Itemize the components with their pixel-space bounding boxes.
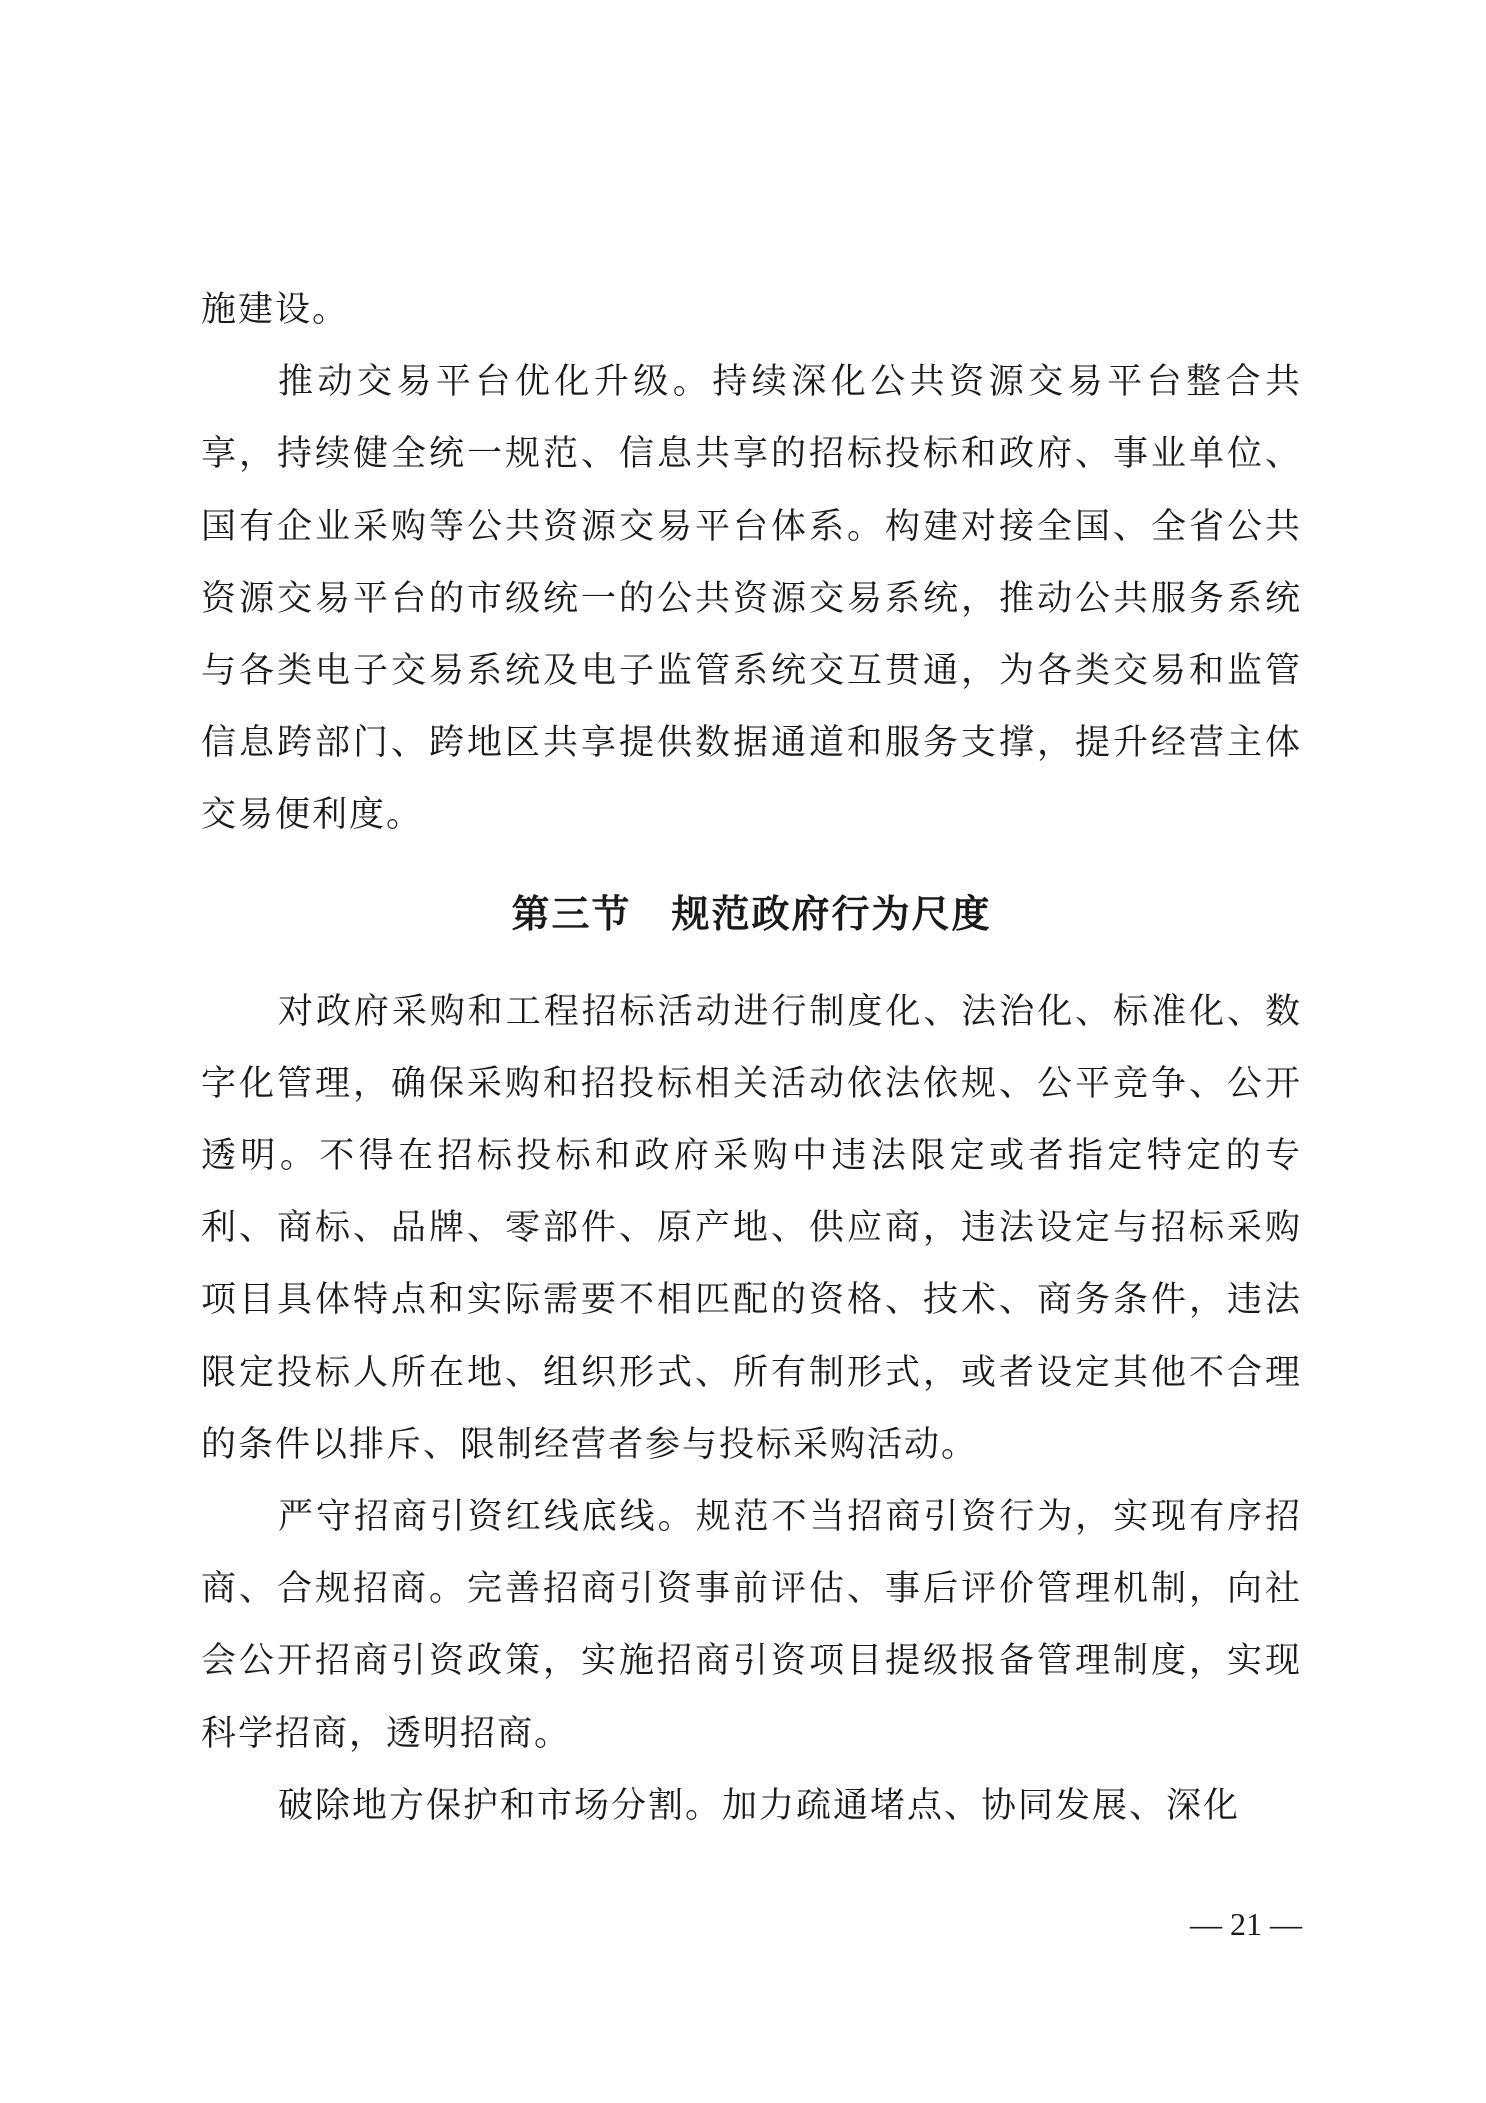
- paragraph-market-segmentation: 破除地方保护和市场分割。加力疏通堵点、协同发展、深化: [278, 1785, 1241, 1826]
- paragraph-procurement: 对政府采购和工程招标活动进行制度化、法治化、标准化、数字化管理，确保采购和招投标相关活动依法依规、公平竞争、公开透明。不得在招标投标和政府采购中违法限定或者指定特定的专利、商标、品牌、零部件、原产地、供应商，违法设定与招标采购项目具体特点和实际需要不相匹配的资格、技术、商务条件，违法限定投标人所在地、组织形式、所有制形式，或者设定其他不合理的条件以排斥、限制经营者参与投标采购活动。: [201, 991, 1302, 1465]
- paragraph-investment-attraction: 严守招商引资红线底线。规范不当招商引资行为，实现有序招商、合规招商。完善招商引资事前评估、事后评价管理机制，向社会公开招商引资政策，实施招商引资项目提级报备管理制度，实现科学招商，透明招商。: [201, 1497, 1302, 1754]
- section-heading: 第三节 规范政府行为尺度: [511, 891, 992, 936]
- paragraph-trading-platform: 推动交易平台优化升级。持续深化公共资源交易平台整合共享，持续健全统一规范、信息共享的招标投标和政府、事业单位、国有企业采购等公共资源交易平台体系。构建对接全国、全省公共资源交易平台的市级统一的公共资源交易系统，推动公共服务系统与各类电子交易系统及电子监管系统交互贯通，为各类交易和监管信息跨部门、跨地区共享提供数据通道和服务支撑，提升经营主体交易便利度。: [201, 362, 1302, 836]
- page-number: — 21 —: [1190, 1906, 1302, 1942]
- document-body: [201, 274, 1302, 1842]
- paragraph-continuation: 施建设。: [201, 290, 350, 330]
